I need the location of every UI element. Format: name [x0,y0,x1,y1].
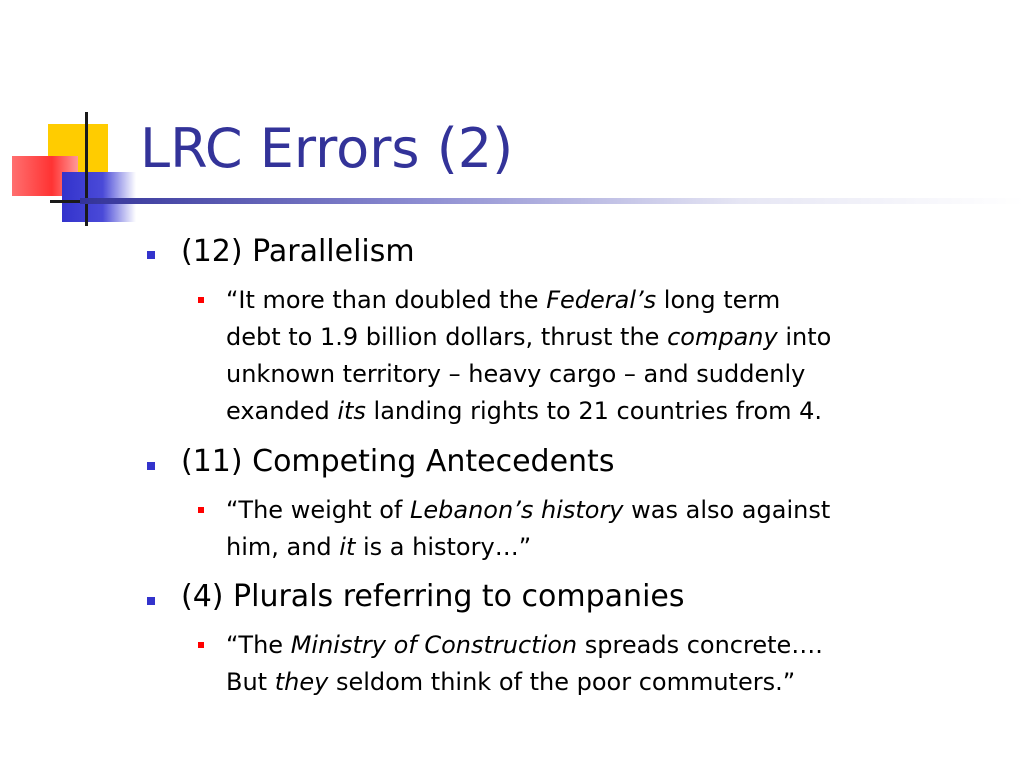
logo-blue-square [62,172,136,222]
sub-bullet-line: debt to 1.9 billion dollars, thrust the company into [226,323,832,351]
sub-bullet-line: exanded its landing rights to 21 countries from 4. [226,397,823,425]
sub-bullet-marker [198,297,204,303]
bullet-marker [147,251,155,259]
logo-vertical-line [85,112,88,226]
slide-logo [0,0,140,240]
sub-bullet-line: him, and it is a history…” [226,533,532,561]
sub-bullet-marker [198,507,204,513]
bullet-marker [147,597,155,605]
sub-bullet-line: But they seldom think of the poor commuters.” [226,668,796,696]
sub-bullet-line: “The Ministry of Construction spreads concrete…. [226,631,823,659]
sub-bullet-line: unknown territory – heavy cargo – and suddenly [226,360,806,388]
sub-bullet-marker [198,642,204,648]
bullet-parallelism: (12) Parallelism [181,234,415,269]
bullet-plurals-companies: (4) Plurals referring to companies [181,579,685,614]
bullet-competing-antecedents: (11) Competing Antecedents [181,444,615,479]
bullet-marker [147,462,155,470]
sub-bullet-line: “The weight of Lebanon’s history was also against [226,496,831,524]
sub-bullet-line: “It more than doubled the Federal’s long term [226,286,781,314]
title-underline [80,198,1024,204]
slide-title: LRC Errors (2) [140,117,514,180]
